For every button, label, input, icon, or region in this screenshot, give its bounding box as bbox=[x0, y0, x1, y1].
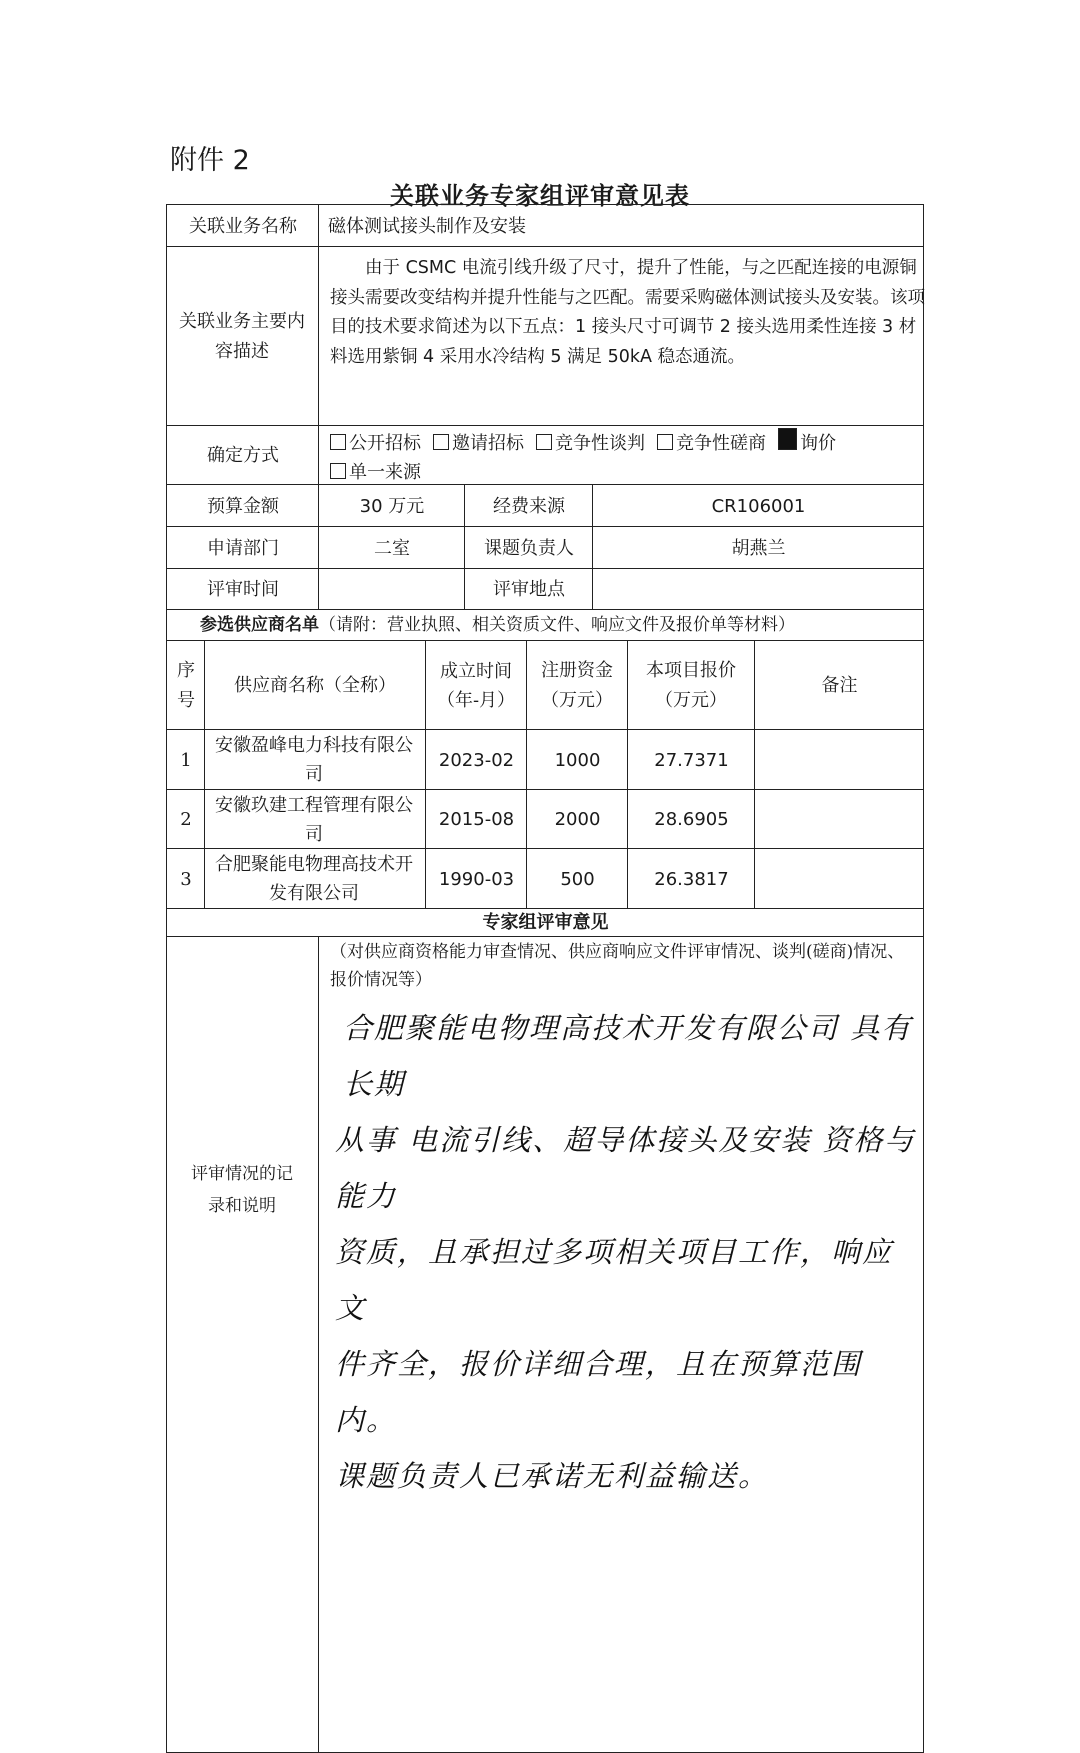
supplier-name: 安徽盈峰电力科技有限公司 bbox=[215, 735, 413, 785]
checkbox-empty-icon bbox=[433, 434, 449, 450]
col-header-no: 序号 bbox=[177, 659, 195, 711]
supplier-no: 1 bbox=[180, 749, 192, 771]
supplier-quote: 26.3817 bbox=[654, 868, 729, 890]
opinion-header: 专家组评审意见 bbox=[482, 912, 609, 933]
supplier-remark bbox=[756, 731, 923, 789]
leader-label: 课题负责人 bbox=[484, 537, 574, 559]
supplier-capital: 500 bbox=[560, 868, 595, 890]
method-options bbox=[330, 428, 920, 487]
supplier-no: 2 bbox=[180, 809, 192, 830]
supplier-capital: 1000 bbox=[554, 749, 601, 771]
supplier-founded: 2015-08 bbox=[438, 809, 515, 830]
checkbox-filled-icon bbox=[778, 428, 797, 450]
leader-value: 胡燕兰 bbox=[731, 537, 786, 559]
method-option-inquiry[interactable]: 询价 bbox=[778, 428, 836, 458]
col-header-capital: 注册资金（万元） bbox=[541, 659, 613, 711]
supplier-remark bbox=[756, 850, 923, 908]
supplier-list-header bbox=[200, 611, 920, 640]
attachment-number: 附件 2 bbox=[170, 145, 250, 176]
method-option-competitive-negotiation[interactable]: 竞争性谈判 bbox=[536, 429, 645, 458]
supplier-founded: 2023-02 bbox=[438, 749, 515, 771]
description-label: 关联业务主要内容描述 bbox=[179, 310, 305, 362]
review-place-value[interactable] bbox=[594, 570, 923, 609]
method-option-competitive-consultation[interactable]: 竞争性磋商 bbox=[657, 429, 766, 458]
dept-value: 二室 bbox=[374, 537, 410, 559]
handwritten-opinion bbox=[335, 1000, 920, 1504]
col-header-remark: 备注 bbox=[821, 675, 858, 696]
checkbox-empty-icon bbox=[330, 463, 346, 479]
supplier-name: 合肥聚能电物理高技术开发有限公司 bbox=[215, 854, 413, 904]
handwritten-line: 合肥聚能电物理高技术开发有限公司 具有长期 bbox=[343, 1011, 913, 1101]
review-time-value[interactable] bbox=[320, 570, 464, 609]
handwritten-line: 从事 电流引线、超导体接头及安装 资格与能力 bbox=[335, 1123, 916, 1213]
method-label: 确定方式 bbox=[207, 445, 279, 466]
business-name-value: 磁体测试接头制作及安装 bbox=[328, 215, 526, 237]
method-option-invited-tender[interactable]: 邀请招标 bbox=[433, 429, 524, 458]
handwritten-line: 件齐全，报价详细合理，且在预算范围内。 bbox=[335, 1347, 863, 1437]
method-option-open-tender[interactable]: 公开招标 bbox=[330, 429, 421, 458]
supplier-list-title: 参选供应商名单 bbox=[200, 615, 319, 635]
fund-label: 经费来源 bbox=[493, 495, 565, 517]
supplier-founded: 1990-03 bbox=[438, 868, 515, 890]
col-header-founded: 成立时间（年-月） bbox=[436, 660, 516, 711]
col-header-quote: 本项目报价（万元） bbox=[646, 659, 736, 711]
fund-value: CR106001 bbox=[711, 495, 806, 517]
review-time-label: 评审时间 bbox=[207, 579, 279, 600]
budget-label: 预算金额 bbox=[207, 495, 279, 517]
supplier-capital: 2000 bbox=[554, 809, 601, 830]
supplier-name: 安徽玖建工程管理有限公司 bbox=[215, 794, 413, 845]
supplier-quote: 28.6905 bbox=[654, 809, 729, 830]
handwritten-line: 课题负责人已承诺无利益输送。 bbox=[335, 1459, 770, 1493]
form-title: 关联业务专家组评审意见表 bbox=[390, 182, 690, 210]
record-label: 评审情况的记录和说明 bbox=[191, 1164, 293, 1216]
checkbox-empty-icon bbox=[330, 434, 346, 450]
budget-value: 30 万元 bbox=[359, 495, 425, 517]
description-text: 由于 CSMC 电流引线升级了尺寸，提升了性能，与之匹配连接的电源铜接头需要改变结构并提升性能与之匹配。需要采购磁体测试接头及安装。该项目的技术要求简述为以下五点：1 接头尺寸可调节 2 接头选用柔性连接 3 材料选用紫铜 4 采用水冷结构 5 满足 50kA 稳态通流。 bbox=[330, 258, 925, 367]
supplier-no: 3 bbox=[180, 868, 192, 890]
col-header-name: 供应商名称（全称） bbox=[234, 674, 396, 696]
checkbox-empty-icon bbox=[657, 434, 673, 450]
supplier-remark bbox=[756, 791, 923, 848]
checkbox-empty-icon bbox=[536, 434, 552, 450]
handwritten-line: 资质，且承担过多项相关项目工作，响应文 bbox=[335, 1235, 894, 1325]
record-hint: （对供应商资格能力审查情况、供应商响应文件评审情况、谈判(磋商)情况、报价情况等） bbox=[330, 942, 905, 990]
dept-label: 申请部门 bbox=[207, 537, 279, 559]
review-place-label: 评审地点 bbox=[493, 579, 565, 600]
business-name-label: 关联业务名称 bbox=[189, 215, 297, 237]
supplier-quote: 27.7371 bbox=[654, 749, 729, 771]
supplier-list-note: （请附：营业执照、相关资质文件、响应文件及报价单等材料） bbox=[319, 615, 795, 635]
method-option-single-source[interactable]: 单一来源 bbox=[330, 458, 421, 487]
